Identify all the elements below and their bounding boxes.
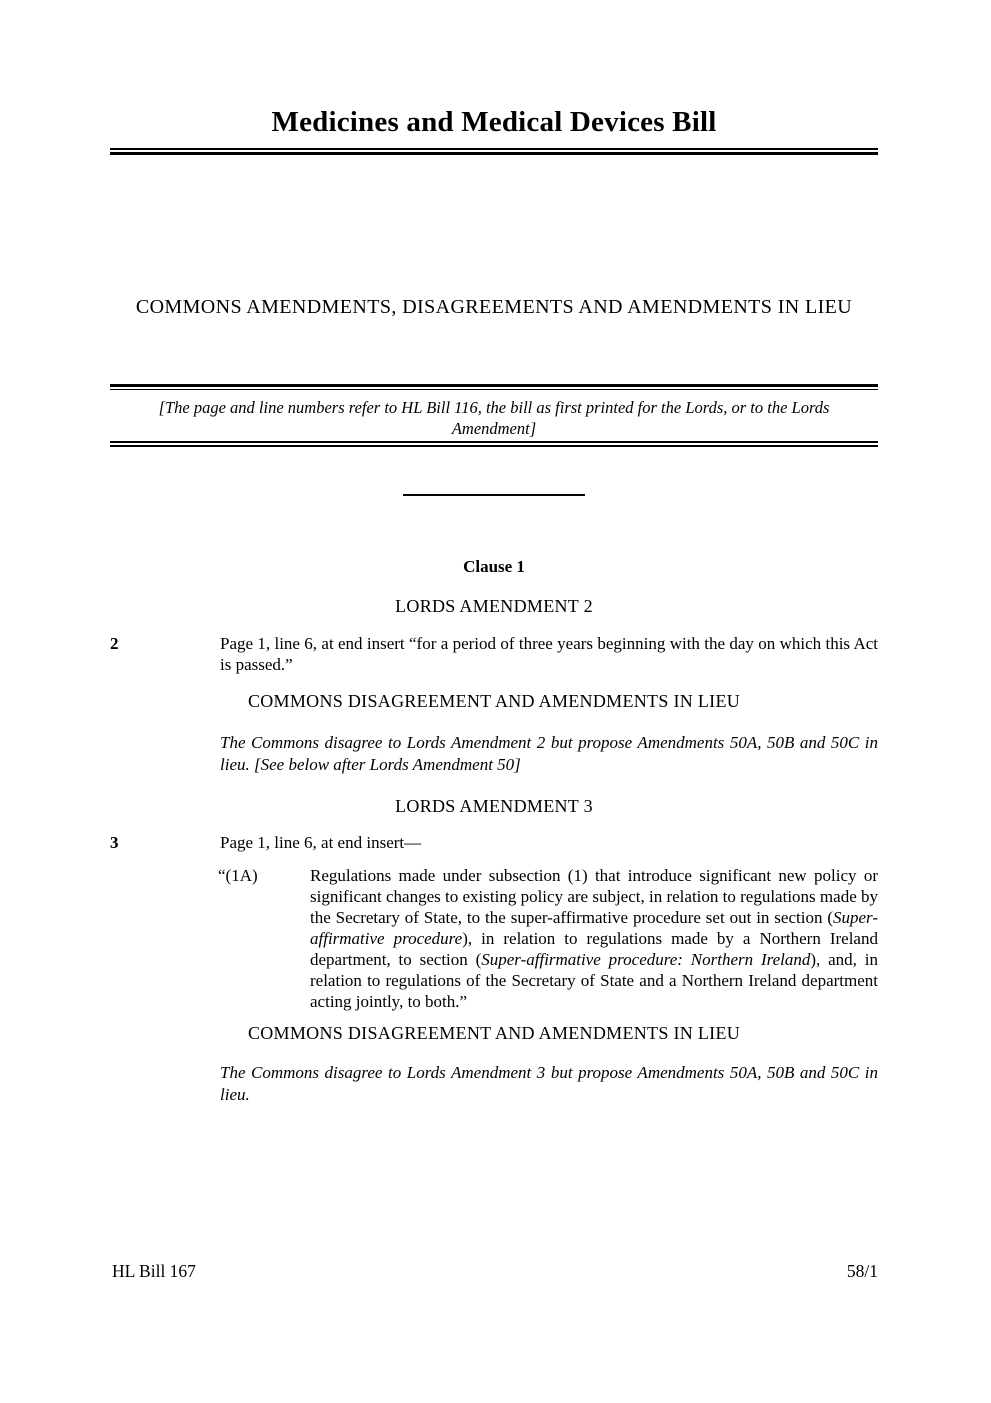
quoted-subsection-text: Regulations made under subsection (1) that introduce significant new policy or significant changes to existing policy are subject, in relation to regulations made by the Secretary of State, to the super-affirmative procedure set out in section (Super-affirmative procedure), in relation to regulations made by a Northern Ireland department, to section (Super-affirmative procedure: Northern Ireland), and, in relation to regulations of the Secretary of State and a Northern Ireland department acting jointly, to both.”: [310, 866, 878, 1011]
section-divider-rule: [403, 494, 585, 496]
page-footer: [112, 1261, 878, 1282]
disagreement-note-3: The Commons disagree to Lords Amendment 3 but propose Amendments 50A, 50B and 50C in lieu.: [220, 1063, 878, 1104]
reference-note-line1: [The page and line numbers refer to HL Bill 116, the bill as first printed for the Lords, or to the Lords: [158, 398, 830, 417]
rule-thick-line: [110, 445, 878, 448]
quote-label: “(1A): [218, 866, 258, 885]
commons-disagreement-heading-3: COMMONS DISAGREEMENT AND AMENDMENTS IN LIEU: [247, 1023, 741, 1043]
disagreement-note-2: The Commons disagree to Lords Amendment 2 but propose Amendments 50A, 50B and 50C in lieu. [See below after Lords Amendment 50]: [220, 733, 878, 774]
bill-reference: HL Bill 167: [112, 1261, 196, 1281]
reference-note-line2: Amendment]: [451, 419, 537, 438]
lords-amendment-2-heading: LORDS AMENDMENT 2: [395, 596, 593, 616]
session-number: 58/1: [846, 1261, 878, 1281]
reference-note-box: [110, 384, 878, 447]
quoted-subsection-1A: [218, 865, 878, 1012]
reference-note: [110, 390, 878, 441]
text-measure: [110, 0, 878, 1105]
subject-heading: COMMONS AMENDMENTS, DISAGREEMENTS AND AMENDMENTS IN LIEU: [135, 296, 853, 318]
amendment-2-number: 2: [110, 634, 119, 653]
amendment-2-text: Page 1, line 6, at end insert “for a period of three years beginning with the day on which this Act is passed.”: [220, 634, 878, 674]
amendment-2-row: [110, 633, 878, 675]
bill-title: Medicines and Medical Devices Bill: [271, 106, 717, 138]
rule-thick-line: [110, 152, 878, 155]
lords-amendment-3-heading: LORDS AMENDMENT 3: [395, 796, 593, 816]
amendment-3-text: Page 1, line 6, at end insert—: [220, 833, 422, 852]
amendment-3-row: [110, 832, 878, 853]
title-double-rule: [110, 148, 878, 155]
commons-disagreement-heading-2: COMMONS DISAGREEMENT AND AMENDMENTS IN LIEU: [247, 691, 741, 711]
clause-heading: Clause 1: [463, 557, 525, 576]
note-bottom-double-rule: [110, 441, 878, 447]
amendment-3-number: 3: [110, 833, 119, 852]
